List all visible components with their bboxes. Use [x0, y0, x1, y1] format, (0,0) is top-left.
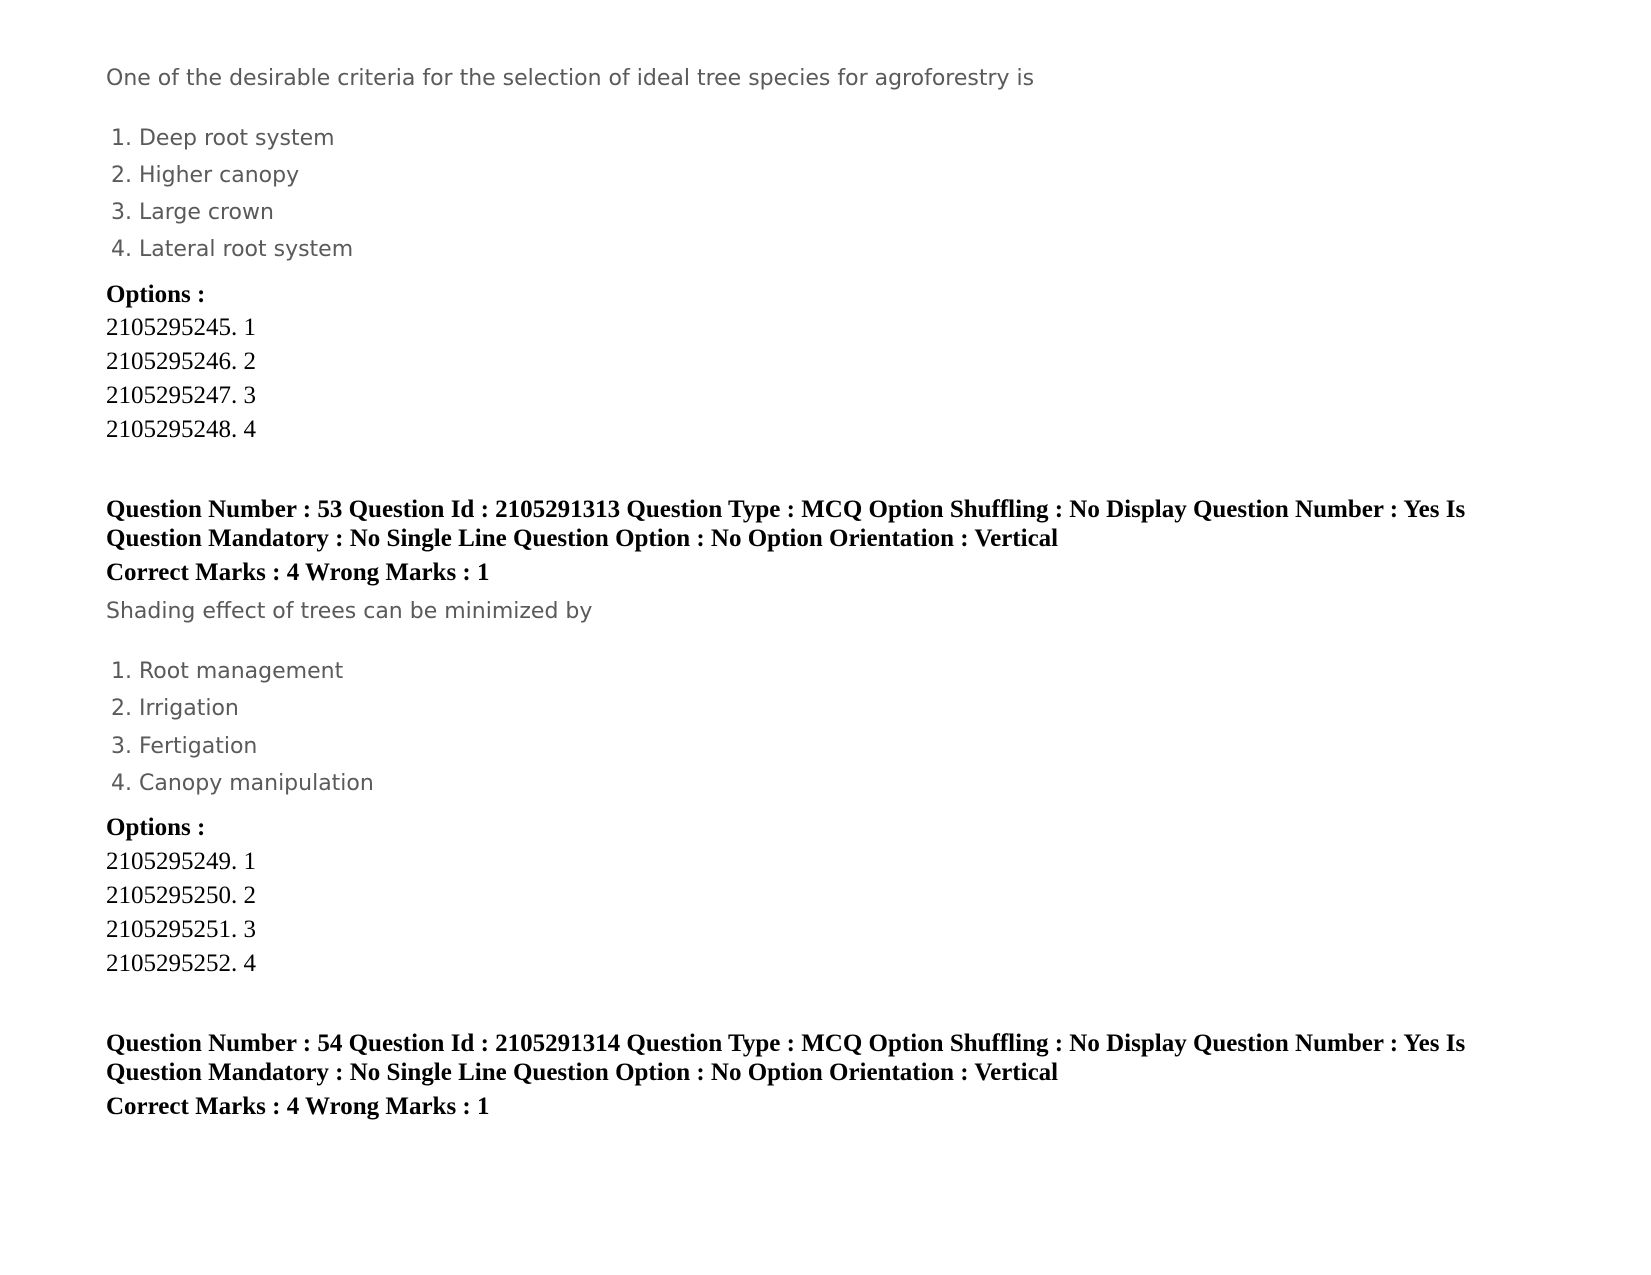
- question-53-option-2: 2105295250. 2: [106, 882, 256, 909]
- question-52-option-1: 2105295245. 1: [106, 314, 256, 341]
- question-53-choice-3: 3. Fertigation: [111, 734, 258, 759]
- question-54-marks: Correct Marks : 4 Wrong Marks : 1: [106, 1093, 490, 1120]
- question-52-choice-3: 3. Large crown: [111, 200, 274, 225]
- question-52-option-2: 2105295246. 2: [106, 348, 256, 375]
- question-53-choice-2: 2. Irrigation: [111, 696, 239, 721]
- question-53-choice-4: 4. Canopy manipulation: [111, 771, 374, 796]
- question-53-meta: Question Number : 53 Question Id : 2105291313 Question Type : MCQ Option Shuffling : No Display Question Number : Yes Is Question Mandatory : No Single Line Question Option : No Option Orientation : Vertical: [106, 496, 1466, 552]
- question-52-options-label: Options :: [106, 281, 206, 308]
- question-52-choice-1: 1. Deep root system: [111, 126, 335, 151]
- question-53-option-3: 2105295251. 3: [106, 916, 256, 943]
- question-53-option-4: 2105295252. 4: [106, 950, 256, 977]
- question-52-option-3: 2105295247. 3: [106, 382, 256, 409]
- question-53-option-1: 2105295249. 1: [106, 848, 256, 875]
- question-52-choice-4: 4. Lateral root system: [111, 237, 354, 262]
- question-52-choice-2: 2. Higher canopy: [111, 163, 300, 188]
- question-54-meta: Question Number : 54 Question Id : 2105291314 Question Type : MCQ Option Shuffling : No Display Question Number : Yes Is Question Mandatory : No Single Line Question Option : No Option Orientation : Vertical: [106, 1030, 1466, 1086]
- question-52-option-4: 2105295248. 4: [106, 416, 256, 443]
- question-53-text: Shading effect of trees can be minimized by: [106, 599, 593, 624]
- question-53-marks: Correct Marks : 4 Wrong Marks : 1: [106, 559, 490, 586]
- question-53-options-label: Options :: [106, 814, 206, 841]
- question-53-choice-1: 1. Root management: [111, 659, 344, 684]
- question-52-text: One of the desirable criteria for the selection of ideal tree species for agroforestry is: [106, 66, 1035, 91]
